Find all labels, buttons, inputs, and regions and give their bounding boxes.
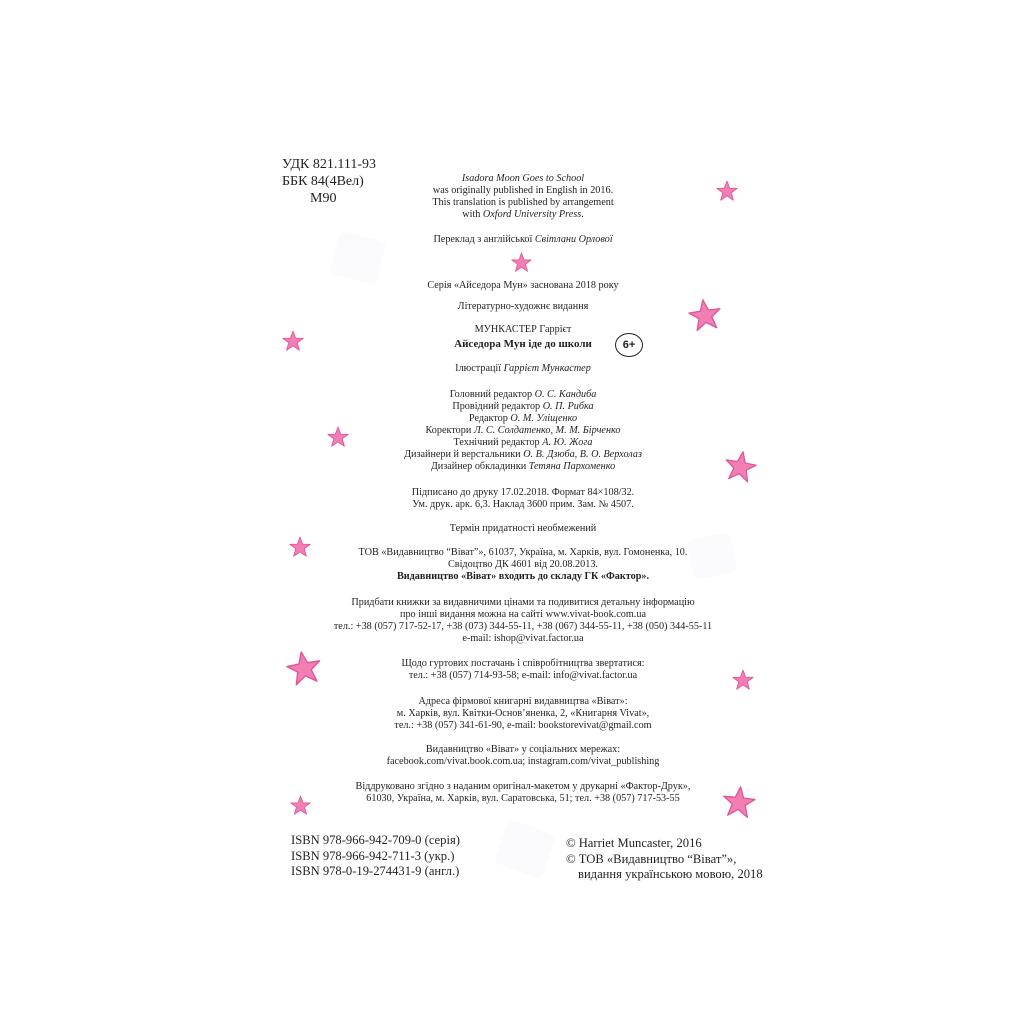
staff-name: Тетяна Пархоменко	[528, 461, 616, 472]
original-line-prefix: with	[462, 209, 483, 220]
staff-name: О. В. Дзюба, В. О. Верхолаз	[523, 449, 642, 460]
staff-name: Л. С. Солдатенко, М. М. Бірченко	[473, 425, 621, 436]
copyright-line: видання українською мовою, 2018	[578, 867, 763, 881]
original-edition-note	[290, 173, 756, 221]
original-line: was originally published in English in 2016.	[432, 185, 614, 196]
star-icon	[511, 252, 532, 273]
print-line: Ум. друк. арк. 6,3. Наклад 3600 прим. Зам. № 4507.	[412, 499, 634, 510]
staff-role: Коректори	[425, 425, 474, 436]
staff-role: Технічний редактор	[453, 437, 543, 448]
bbk-code: ББК 84(4Вел)	[282, 174, 364, 189]
age-rating-badge: 6+	[615, 333, 643, 357]
staff-role: Дизайнери й верстальники	[404, 449, 524, 460]
print-details	[290, 487, 756, 511]
illustrations-prefix: Ілюстрації	[455, 363, 504, 374]
staff-line	[290, 413, 756, 425]
bookstore-info	[290, 696, 756, 732]
original-line: This translation is published by arrangement	[432, 197, 614, 208]
staff-role: Головний редактор	[449, 389, 535, 400]
staff-role: Редактор	[468, 413, 511, 424]
udk-code: УДК 821.111-93	[282, 157, 377, 172]
original-line	[290, 209, 756, 221]
bookstore-line: м. Харків, вул. Квітки-Основ’яненка, 2, «Книгарня Vivat»,	[396, 708, 650, 719]
staff-role: Провідний редактор	[452, 401, 543, 412]
staff-name: О. П. Рибка	[542, 401, 594, 412]
printer-line: 61030, Україна, м. Харків, вул. Саратовська, 51; тел. +38 (057) 717-53-55	[366, 793, 680, 804]
social-line: Видавництво «Віват» у соціальних мережах:	[425, 744, 621, 755]
wholesale-line: тел.: +38 (057) 714-93-58; e-mail: info@vivat.factor.ua	[408, 670, 638, 681]
publisher-info	[290, 547, 756, 583]
original-title: Isadora Moon Goes to School	[461, 173, 585, 184]
translation-note	[290, 234, 756, 246]
staff-name: А. Ю. Жога	[542, 437, 593, 448]
wholesale-line: Щодо гуртових постачань і співробітництва звертатися:	[401, 658, 645, 669]
staff-line	[290, 449, 756, 461]
print-line: Підписано до друку 17.02.2018. Формат 84×108/32.	[411, 487, 635, 498]
staff-line	[290, 461, 756, 473]
original-publisher: Oxford University Press	[482, 209, 582, 220]
translation-prefix: Переклад з англійської	[433, 234, 535, 245]
illustrations-note	[290, 363, 756, 375]
illustrator-name: Гаррієт Мункастер	[503, 363, 591, 374]
staff-line	[290, 425, 756, 437]
staff-line	[290, 437, 756, 449]
copyright-notice	[566, 836, 763, 883]
copyright-line: © ТОВ «Видавництво “Віват”»,	[566, 851, 737, 866]
staff-name: О. М. Уліщенко	[510, 413, 578, 424]
staff-line	[290, 401, 756, 413]
wholesale-info	[290, 658, 756, 682]
publisher-line: Свідоцтво ДК 4601 від 20.08.2013.	[448, 559, 598, 570]
shop-line: про інші видання можна на сайті www.vivat-book.com.ua	[400, 609, 646, 620]
genre-note: Літературно-художнє видання	[457, 301, 589, 312]
printer-info	[290, 781, 756, 805]
publisher-line: ТОВ «Видавництво “Віват”», 61037, Україна, м. Харків, вул. Гомоненка, 10.	[358, 547, 688, 558]
book-author: МУНКАСТЕР Гаррієт	[474, 324, 572, 335]
bookstore-line: Адреса фірмової книгарні видавництва «Віват»:	[418, 696, 628, 707]
publisher-group-line: Видавництво «Віват» входить до складу ГК «Фактор».	[396, 571, 650, 582]
faint-blob	[494, 819, 557, 879]
isbn-line: ISBN 978-966-942-711-3 (укр.)	[291, 848, 455, 863]
translator-name: Світлани Орлової	[534, 234, 613, 245]
social-info	[290, 744, 756, 768]
author-mark: М90	[310, 191, 337, 206]
isbn-line: ISBN 978-966-942-709-0 (серія)	[291, 833, 460, 847]
series-note: Серія «Айседора Мун» заснована 2018 року	[427, 280, 619, 291]
bookstore-line: тел.: +38 (057) 341-61-90, e-mail: bookstorevivat@gmail.com	[394, 720, 652, 731]
shop-phones: тел.: +38 (057) 717-52-17, +38 (073) 344-55-11, +38 (067) 344-55-11, +38 (050) 344-55-11	[333, 621, 713, 632]
shop-line: Придбати книжки за видавничими цінами та подивитися детальну інформацію	[351, 597, 695, 608]
shop-info	[290, 597, 756, 645]
shop-email: e-mail: ishop@vivat.factor.ua	[462, 633, 584, 644]
staff-name: О. С. Кандиба	[534, 389, 597, 400]
original-line-suffix: .	[581, 209, 584, 220]
staff-line	[290, 389, 756, 401]
staff-role: Дизайнер обкладинки	[430, 461, 529, 472]
copyright-line: © Harriet Muncaster, 2016	[566, 836, 702, 850]
printer-line: Віддруковано згідно з наданим оригінал-макетом у друкарні «Фактор-Друк»,	[355, 781, 691, 792]
shelf-life-note: Термін придатності необмежений	[449, 523, 597, 534]
social-line: facebook.com/vivat.book.com.ua; instagram.com/vivat_publishing	[386, 756, 660, 767]
book-title: Айседора Мун іде до школи	[454, 338, 592, 350]
isbn-list	[291, 833, 460, 880]
isbn-line: ISBN 978-0-19-274431-9 (англ.)	[291, 864, 460, 878]
staff-credits	[290, 389, 756, 473]
